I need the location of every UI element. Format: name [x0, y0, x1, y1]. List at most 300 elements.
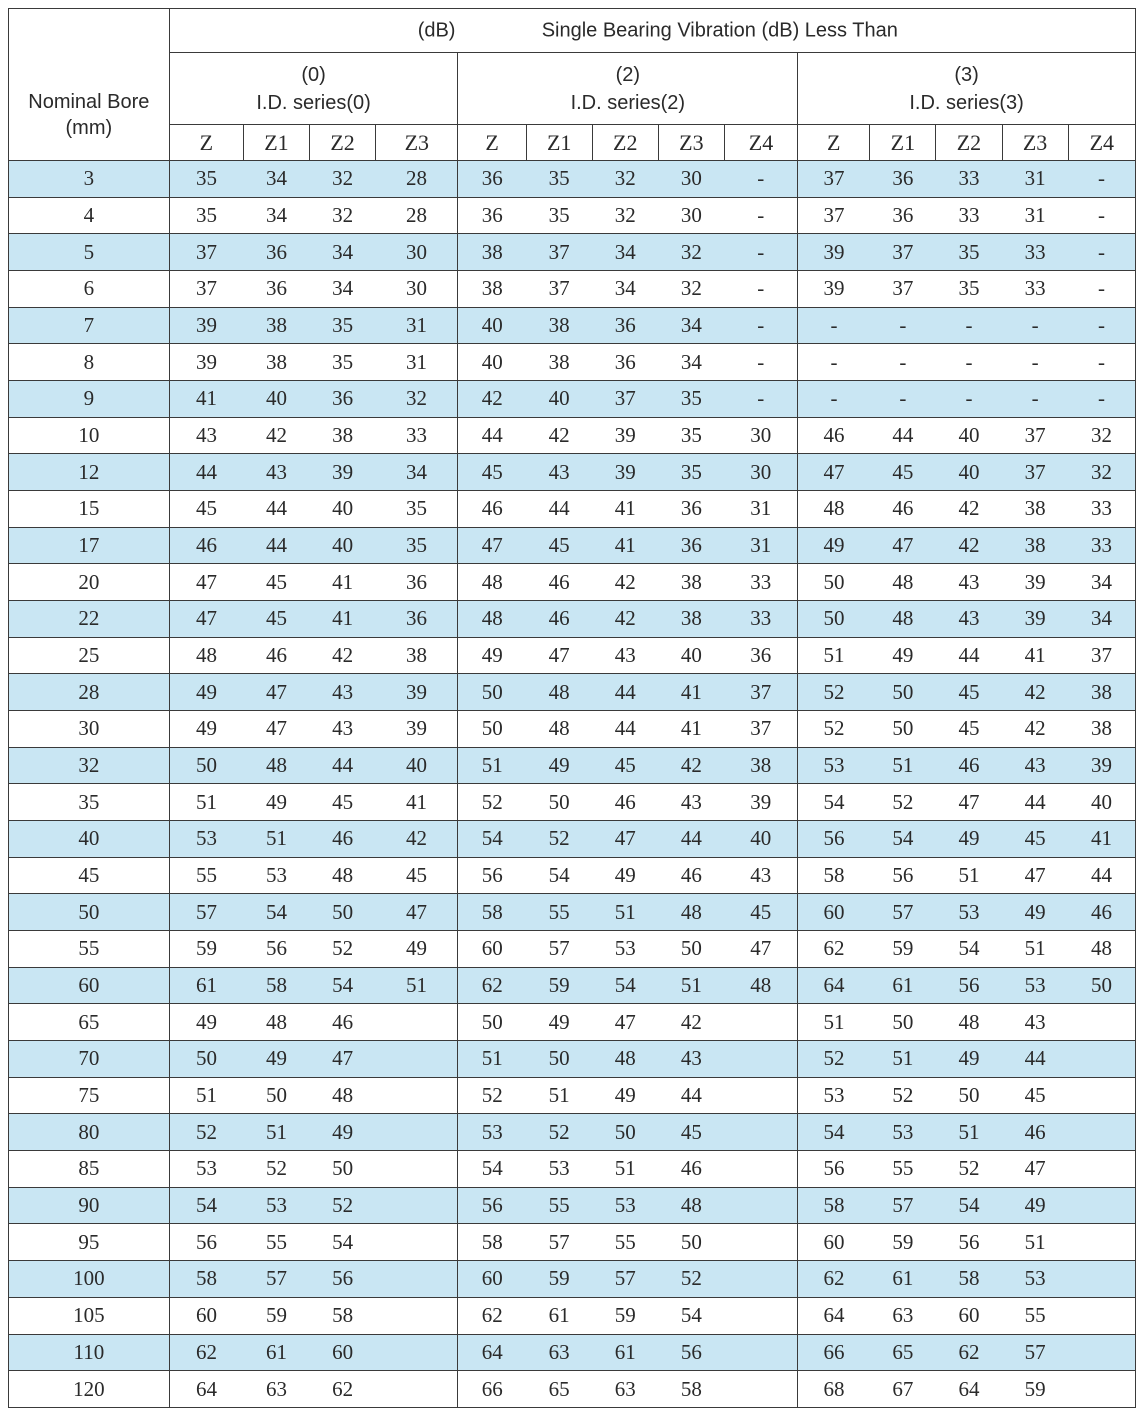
column-header: Z2	[592, 125, 658, 161]
value-cell: 55	[526, 894, 592, 931]
value-cell: 36	[724, 637, 797, 674]
value-cell: 65	[870, 1334, 936, 1371]
value-cell: 39	[1068, 747, 1135, 784]
value-cell: 56	[458, 857, 526, 894]
table-row	[9, 344, 1136, 381]
value-cell: 35	[376, 527, 458, 564]
value-cell: 37	[1002, 454, 1068, 491]
value-cell: 32	[658, 271, 724, 308]
value-cell: 50	[870, 1004, 936, 1041]
value-cell: 38	[526, 344, 592, 381]
value-cell: 51	[798, 637, 870, 674]
value-cell: 43	[1002, 1004, 1068, 1041]
column-header: Z2	[310, 125, 376, 161]
value-cell: 54	[658, 1297, 724, 1334]
value-cell: 46	[592, 784, 658, 821]
value-cell: 56	[798, 1151, 870, 1188]
bore-cell: 120	[9, 1371, 170, 1408]
nominal-bore-header	[9, 9, 170, 161]
value-cell: 37	[798, 197, 870, 234]
value-cell: 42	[936, 491, 1002, 528]
value-cell: 53	[798, 747, 870, 784]
value-cell: 45	[658, 1114, 724, 1151]
value-cell: 49	[169, 1004, 243, 1041]
value-cell: 58	[798, 1187, 870, 1224]
column-header: Z3	[658, 125, 724, 161]
table-row	[9, 894, 1136, 931]
value-cell	[376, 1077, 458, 1114]
value-cell: 35	[658, 417, 724, 454]
value-cell: 65	[526, 1371, 592, 1408]
value-cell: 53	[592, 931, 658, 968]
value-cell: 56	[870, 857, 936, 894]
value-cell: 30	[376, 234, 458, 271]
value-cell: 44	[310, 747, 376, 784]
value-cell: 44	[1002, 784, 1068, 821]
value-cell: -	[936, 381, 1002, 418]
value-cell: 39	[724, 784, 797, 821]
value-cell: 44	[526, 491, 592, 528]
value-cell: 44	[592, 674, 658, 711]
value-cell: 51	[458, 747, 526, 784]
value-cell: 39	[1002, 564, 1068, 601]
value-cell: 46	[458, 491, 526, 528]
value-cell: 54	[526, 857, 592, 894]
value-cell: 36	[310, 381, 376, 418]
value-cell: 64	[458, 1334, 526, 1371]
value-cell	[376, 1371, 458, 1408]
column-header: Z	[458, 125, 526, 161]
value-cell: 60	[169, 1297, 243, 1334]
value-cell: 49	[458, 637, 526, 674]
value-cell: 40	[658, 637, 724, 674]
value-cell: 61	[169, 967, 243, 1004]
value-cell: 33	[1002, 234, 1068, 271]
bore-cell: 7	[9, 307, 170, 344]
value-cell: 53	[1002, 967, 1068, 1004]
value-cell: 44	[658, 1077, 724, 1114]
value-cell: 35	[936, 271, 1002, 308]
value-cell: 62	[458, 1297, 526, 1334]
value-cell: 40	[936, 417, 1002, 454]
value-cell: 66	[798, 1334, 870, 1371]
value-cell: 61	[526, 1297, 592, 1334]
value-cell: 49	[1002, 1187, 1068, 1224]
value-cell	[1068, 1224, 1135, 1261]
table-row	[9, 197, 1136, 234]
series-code: (0)	[301, 63, 326, 86]
value-cell: 46	[658, 1151, 724, 1188]
value-cell: 41	[376, 784, 458, 821]
value-cell: 55	[169, 857, 243, 894]
value-cell: 49	[243, 1041, 309, 1078]
value-cell: 32	[592, 197, 658, 234]
value-cell: 48	[169, 637, 243, 674]
value-cell: 34	[310, 271, 376, 308]
value-cell: 36	[376, 601, 458, 638]
value-cell: 38	[458, 271, 526, 308]
value-cell: 36	[592, 307, 658, 344]
value-cell	[724, 1114, 797, 1151]
value-cell: 42	[1002, 674, 1068, 711]
value-cell: 47	[243, 711, 309, 748]
value-cell: 54	[936, 1187, 1002, 1224]
value-cell: 51	[870, 1041, 936, 1078]
value-cell: 38	[1068, 711, 1135, 748]
value-cell: -	[1068, 234, 1135, 271]
value-cell: 60	[798, 1224, 870, 1261]
value-cell: 51	[1002, 1224, 1068, 1261]
bore-cell: 45	[9, 857, 170, 894]
value-cell: -	[1068, 161, 1135, 198]
value-cell: 44	[658, 821, 724, 858]
value-cell: 60	[798, 894, 870, 931]
value-cell: 55	[592, 1224, 658, 1261]
value-cell: 56	[658, 1334, 724, 1371]
value-cell: 41	[592, 491, 658, 528]
value-cell: 45	[243, 601, 309, 638]
value-cell: 50	[1068, 967, 1135, 1004]
value-cell: 36	[243, 271, 309, 308]
value-cell: 56	[310, 1261, 376, 1298]
value-cell: -	[724, 307, 797, 344]
value-cell: 58	[658, 1371, 724, 1408]
value-cell: 38	[1002, 527, 1068, 564]
value-cell: 39	[1002, 601, 1068, 638]
value-cell	[1068, 1041, 1135, 1078]
value-cell: 43	[658, 1041, 724, 1078]
table-row	[9, 1297, 1136, 1334]
value-cell: 40	[458, 344, 526, 381]
value-cell: 67	[870, 1371, 936, 1408]
value-cell: 59	[526, 967, 592, 1004]
value-cell: 60	[458, 931, 526, 968]
value-cell	[376, 1151, 458, 1188]
value-cell: 51	[169, 1077, 243, 1114]
value-cell: 50	[870, 674, 936, 711]
value-cell: 49	[936, 1041, 1002, 1078]
table-row	[9, 271, 1136, 308]
value-cell: 50	[592, 1114, 658, 1151]
value-cell	[376, 1297, 458, 1334]
bore-cell: 10	[9, 417, 170, 454]
value-cell: 37	[724, 711, 797, 748]
value-cell: 48	[243, 747, 309, 784]
value-cell: 34	[310, 234, 376, 271]
value-cell	[724, 1261, 797, 1298]
value-cell: 47	[169, 564, 243, 601]
value-cell: 54	[798, 1114, 870, 1151]
value-cell: 43	[592, 637, 658, 674]
value-cell: 34	[1068, 601, 1135, 638]
value-cell: 50	[870, 711, 936, 748]
value-cell: 51	[526, 1077, 592, 1114]
value-cell: 50	[658, 1224, 724, 1261]
value-cell: 62	[458, 967, 526, 1004]
value-cell: 37	[870, 271, 936, 308]
table-row	[9, 637, 1136, 674]
value-cell: 56	[169, 1224, 243, 1261]
value-cell: 45	[243, 564, 309, 601]
value-cell: 37	[724, 674, 797, 711]
value-cell: 38	[1068, 674, 1135, 711]
value-cell: 48	[658, 1187, 724, 1224]
value-cell: 52	[870, 784, 936, 821]
value-cell: 33	[724, 601, 797, 638]
value-cell: 51	[870, 747, 936, 784]
value-cell: 37	[526, 271, 592, 308]
value-cell: 52	[526, 821, 592, 858]
value-cell: 45	[592, 747, 658, 784]
value-cell: -	[1068, 381, 1135, 418]
value-cell: 42	[376, 821, 458, 858]
value-cell: 43	[169, 417, 243, 454]
value-cell	[724, 1151, 797, 1188]
column-header: Z1	[526, 125, 592, 161]
table-row	[9, 967, 1136, 1004]
value-cell	[724, 1077, 797, 1114]
value-cell: 40	[376, 747, 458, 784]
value-cell: 63	[526, 1334, 592, 1371]
value-cell: 48	[243, 1004, 309, 1041]
value-cell: 49	[376, 931, 458, 968]
table-row	[9, 1371, 1136, 1408]
value-cell: 49	[243, 784, 309, 821]
value-cell: 50	[526, 784, 592, 821]
value-cell: 42	[1002, 711, 1068, 748]
value-cell: 47	[169, 601, 243, 638]
value-cell: 54	[870, 821, 936, 858]
value-cell: -	[1002, 307, 1068, 344]
value-cell: 59	[526, 1261, 592, 1298]
value-cell: 41	[658, 674, 724, 711]
value-cell: 56	[798, 821, 870, 858]
value-cell: 58	[310, 1297, 376, 1334]
value-cell: 46	[310, 821, 376, 858]
value-cell	[376, 1261, 458, 1298]
column-header: Z3	[376, 125, 458, 161]
value-cell: 42	[936, 527, 1002, 564]
value-cell	[376, 1224, 458, 1261]
value-cell: 52	[798, 1041, 870, 1078]
value-cell: 43	[658, 784, 724, 821]
value-cell: 61	[870, 1261, 936, 1298]
value-cell: 46	[870, 491, 936, 528]
value-cell: 40	[310, 491, 376, 528]
value-cell	[724, 1297, 797, 1334]
value-cell: -	[870, 381, 936, 418]
series-2-header	[458, 53, 798, 125]
value-cell: 32	[1068, 417, 1135, 454]
value-cell: 40	[724, 821, 797, 858]
value-cell: 46	[1068, 894, 1135, 931]
value-cell: 51	[243, 821, 309, 858]
value-cell: 44	[243, 491, 309, 528]
table-row	[9, 454, 1136, 491]
value-cell: 53	[936, 894, 1002, 931]
value-cell: 35	[526, 161, 592, 198]
value-cell: 49	[936, 821, 1002, 858]
value-cell	[376, 1114, 458, 1151]
value-cell: 50	[310, 894, 376, 931]
value-cell: 59	[243, 1297, 309, 1334]
value-cell: 38	[1002, 491, 1068, 528]
value-cell: 66	[458, 1371, 526, 1408]
value-cell: 44	[1068, 857, 1135, 894]
value-cell: -	[798, 381, 870, 418]
value-cell: 47	[310, 1041, 376, 1078]
table-row	[9, 307, 1136, 344]
table-row	[9, 1151, 1136, 1188]
value-cell	[1068, 1261, 1135, 1298]
value-cell: 57	[526, 931, 592, 968]
value-cell: 32	[1068, 454, 1135, 491]
value-cell: 53	[243, 1187, 309, 1224]
value-cell: 44	[592, 711, 658, 748]
value-cell: 39	[169, 344, 243, 381]
value-cell: 34	[658, 344, 724, 381]
value-cell: 48	[458, 564, 526, 601]
value-cell	[1068, 1004, 1135, 1041]
table-row	[9, 417, 1136, 454]
value-cell: 49	[526, 1004, 592, 1041]
value-cell: 42	[458, 381, 526, 418]
bore-cell: 8	[9, 344, 170, 381]
value-cell: 62	[169, 1334, 243, 1371]
value-cell: -	[798, 344, 870, 381]
value-cell: 41	[1068, 821, 1135, 858]
value-cell: 55	[243, 1224, 309, 1261]
value-cell: 45	[458, 454, 526, 491]
value-cell: 41	[310, 601, 376, 638]
value-cell: 55	[1002, 1297, 1068, 1334]
value-cell: 43	[310, 674, 376, 711]
value-cell: 47	[1002, 857, 1068, 894]
series-name: I.D. series(3)	[909, 91, 1024, 114]
value-cell: 57	[592, 1261, 658, 1298]
value-cell: 34	[243, 197, 309, 234]
value-cell: 52	[798, 674, 870, 711]
table-row	[9, 674, 1136, 711]
bore-cell: 50	[9, 894, 170, 931]
value-cell: 35	[376, 491, 458, 528]
table-row	[9, 161, 1136, 198]
table-row	[9, 1334, 1136, 1371]
value-cell	[724, 1334, 797, 1371]
value-cell: 64	[798, 1297, 870, 1334]
value-cell: 49	[592, 857, 658, 894]
value-cell: 50	[243, 1077, 309, 1114]
value-cell: 50	[169, 747, 243, 784]
value-cell: 40	[1068, 784, 1135, 821]
value-cell: 45	[1002, 821, 1068, 858]
table-row	[9, 1224, 1136, 1261]
value-cell: 50	[458, 674, 526, 711]
value-cell: 48	[526, 674, 592, 711]
series-name: I.D. series(2)	[570, 91, 686, 114]
bore-cell: 95	[9, 1224, 170, 1261]
value-cell: 61	[592, 1334, 658, 1371]
value-cell: 39	[592, 454, 658, 491]
bore-cell: 70	[9, 1041, 170, 1078]
value-cell: 31	[1002, 197, 1068, 234]
value-cell: -	[936, 344, 1002, 381]
bore-cell: 75	[9, 1077, 170, 1114]
value-cell: 35	[310, 307, 376, 344]
value-cell: 37	[592, 381, 658, 418]
value-cell: 45	[936, 674, 1002, 711]
value-cell: 36	[458, 197, 526, 234]
value-cell: 35	[658, 454, 724, 491]
value-cell: 51	[798, 1004, 870, 1041]
value-cell: 57	[169, 894, 243, 931]
bore-cell: 12	[9, 454, 170, 491]
value-cell: 51	[936, 1114, 1002, 1151]
value-cell: 40	[526, 381, 592, 418]
value-cell: 52	[169, 1114, 243, 1151]
value-cell: 39	[310, 454, 376, 491]
bore-cell: 4	[9, 197, 170, 234]
value-cell: 56	[936, 967, 1002, 1004]
value-cell: 38	[310, 417, 376, 454]
value-cell: 51	[1002, 931, 1068, 968]
value-cell: 42	[243, 417, 309, 454]
value-cell: 53	[592, 1187, 658, 1224]
value-cell	[376, 1041, 458, 1078]
value-cell: 52	[870, 1077, 936, 1114]
value-cell: 34	[1068, 564, 1135, 601]
table-row	[9, 784, 1136, 821]
bore-cell: 30	[9, 711, 170, 748]
value-cell: 32	[658, 234, 724, 271]
value-cell: 60	[936, 1297, 1002, 1334]
table-row	[9, 601, 1136, 638]
value-cell: 47	[724, 931, 797, 968]
value-cell: 54	[458, 821, 526, 858]
value-cell: 52	[798, 711, 870, 748]
value-cell: 53	[169, 1151, 243, 1188]
value-cell: 51	[458, 1041, 526, 1078]
value-cell: 34	[376, 454, 458, 491]
value-cell: 40	[936, 454, 1002, 491]
value-cell: 50	[798, 564, 870, 601]
value-cell: 43	[1002, 747, 1068, 784]
value-cell: 44	[458, 417, 526, 454]
value-cell: 59	[870, 1224, 936, 1261]
value-cell: 31	[376, 307, 458, 344]
value-cell: 46	[243, 637, 309, 674]
value-cell: 38	[658, 601, 724, 638]
bore-cell: 90	[9, 1187, 170, 1224]
bore-cell: 15	[9, 491, 170, 528]
value-cell: 42	[592, 564, 658, 601]
table-row	[9, 381, 1136, 418]
value-cell: 41	[169, 381, 243, 418]
value-cell: 50	[169, 1041, 243, 1078]
value-cell: 47	[243, 674, 309, 711]
value-cell: 44	[1002, 1041, 1068, 1078]
column-header: Z1	[243, 125, 309, 161]
value-cell: 50	[458, 711, 526, 748]
value-cell	[724, 1187, 797, 1224]
bore-label-line1: Nominal Bore	[28, 90, 150, 113]
value-cell: 54	[798, 784, 870, 821]
value-cell: 35	[169, 197, 243, 234]
value-cell: 49	[526, 747, 592, 784]
table-row	[9, 1187, 1136, 1224]
value-cell: 42	[526, 417, 592, 454]
value-cell: 60	[310, 1334, 376, 1371]
